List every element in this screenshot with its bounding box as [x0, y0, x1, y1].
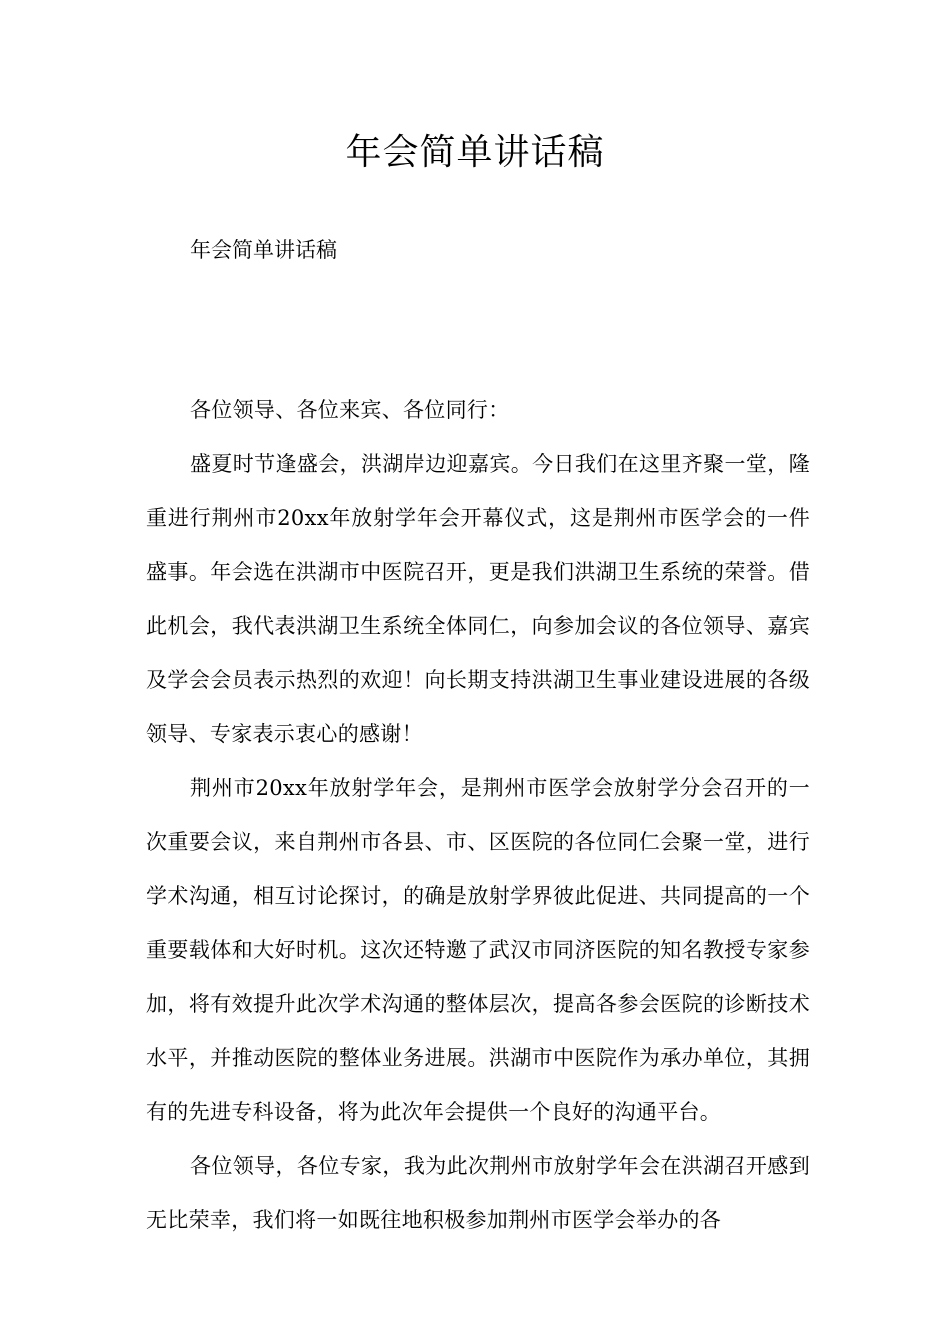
body-paragraph: 各位领导，各位专家，我为此次荆州市放射学年会在洪湖召开感到无比荣幸，我们将一如既往地积极参加荆州市医学会举办的各 — [146, 1154, 810, 1232]
document-title: 年会简单讲话稿 — [345, 132, 605, 173]
document-subtitle: 年会简单讲话稿 — [190, 238, 337, 262]
document-body — [146, 383, 810, 1247]
body-paragraph: 荆州市20xx年放射学年会，是荆州市医学会放射学分会召开的一次重要会议，来自荆州市各县、市、区医院的各位同仁会聚一堂，进行学术沟通，相互讨论探讨，的确是放射学界彼此促进、共同提高的一个重要载体和大好时机。这次还特邀了武汉市同济医院的知名教授专家参加，将有效提升此次学术沟通的整体层次，提高各参会医院的诊断技术水平，并推动医院的整体业务进展。洪湖市中医院作为承办单位，其拥有的先进专科设备，将为此次年会提供一个良好的沟通平台。 — [146, 776, 810, 1124]
body-paragraph: 盛夏时节逢盛会，洪湖岸边迎嘉宾。今日我们在这里齐聚一堂，隆重进行荆州市20xx年放射学年会开幕仪式，这是荆州市医学会的一件盛事。年会选在洪湖市中医院召开，更是我们洪湖卫生系统的荣誉。借此机会，我代表洪湖卫生系统全体同仁，向参加会议的各位领导、嘉宾及学会会员表示热烈的欢迎！向长期支持洪湖卫生事业建设进展的各级领导、专家表示衷心的感谢！ — [146, 452, 810, 746]
salutation-paragraph: 各位领导、各位来宾、各位同行： — [190, 398, 510, 422]
